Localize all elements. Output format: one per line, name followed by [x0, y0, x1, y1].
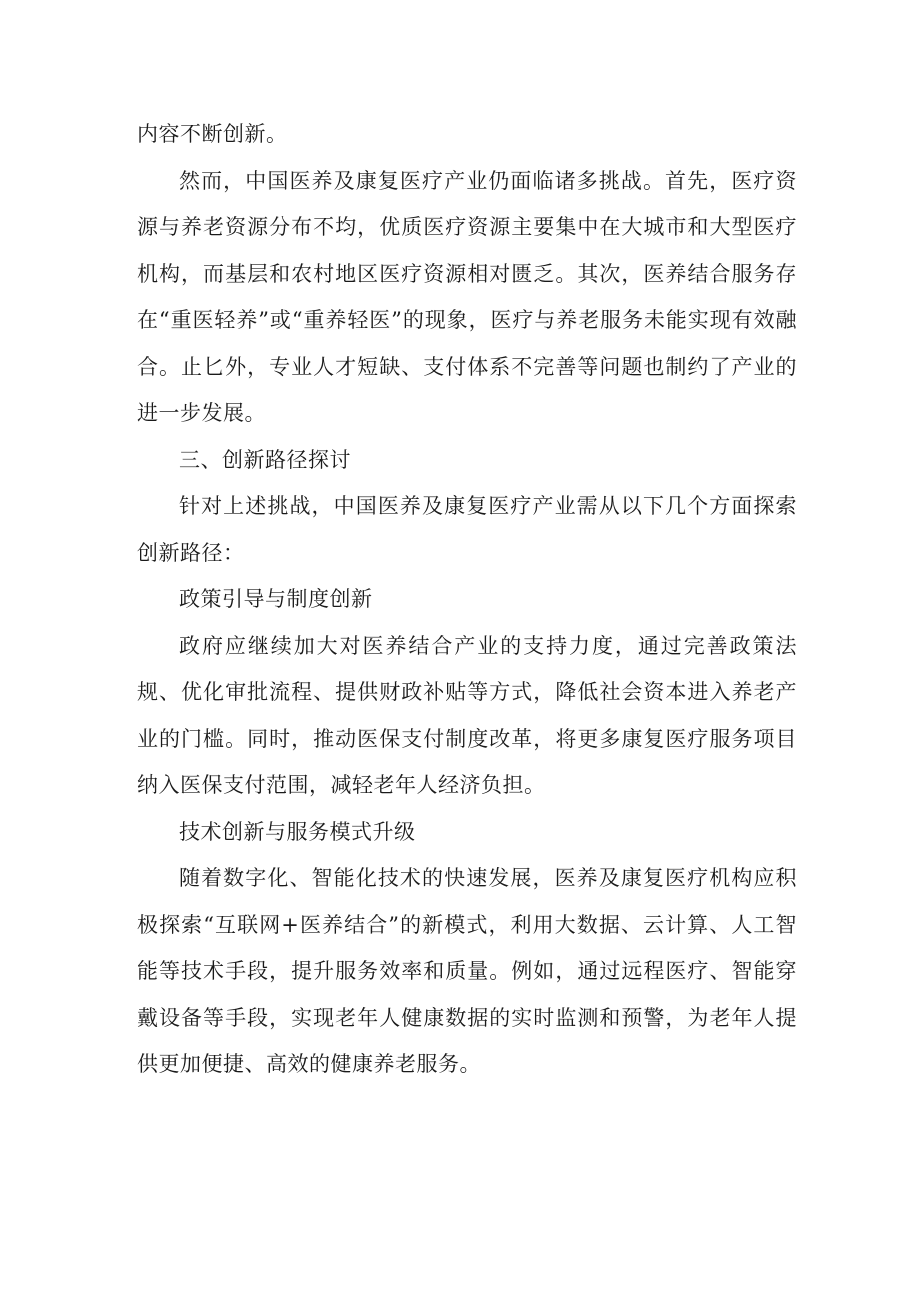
- paragraph-continuation: 内容不断创新。: [137, 122, 288, 146]
- paragraph-policy: 政府应继续加大对医养结合产业的支持力度，通过完善政策法规、优化审批流程、提供财政补贴等方式，降低社会资本进入养老产业的门槛。同时，推动医保支付制度改革，将更多康复医疗服务项目纳入医保支付范围，减轻老年人经济负担。: [137, 633, 797, 797]
- paragraph-technology: 随着数字化、智能化技术的快速发展，医养及康复医疗机构应积极探索“互联网+医养结合”的新模式，利用大数据、云计算、人工智能等技术手段，提升服务效率和质量。例如，通过远程医疗、智能穿戴设备等手段，实现老年人健康数据的实时监测和预警，为老年人提供更加便捷、高效的健康养老服务。: [137, 866, 797, 1076]
- document-body: [137, 111, 797, 1088]
- section-heading-innovation-paths: 三、创新路径探讨: [179, 447, 351, 472]
- subheading-technology-innovation: 技术创新与服务模式升级: [179, 819, 416, 844]
- subheading-policy-guidance: 政策引导与制度创新: [179, 587, 373, 611]
- paragraph-challenges: 然而，中国医养及康复医疗产业仍面临诸多挑战。首先，医疗资源与养老资源分布不均，优质医疗资源主要集中在大城市和大型医疗机构，而基层和农村地区医疗资源相对匮乏。其次，医养结合服务存在“重医轻养”或“重养轻医”的现象，医疗与养老服务未能实现有效融合。止匕外，专业人才短缺、支付体系不完善等问题也制约了产业的进一步发展。: [137, 168, 797, 425]
- paragraph-innovation-intro: 针对上述挑战，中国医养及康复医疗产业需从以下几个方面探索创新路径：: [137, 494, 797, 565]
